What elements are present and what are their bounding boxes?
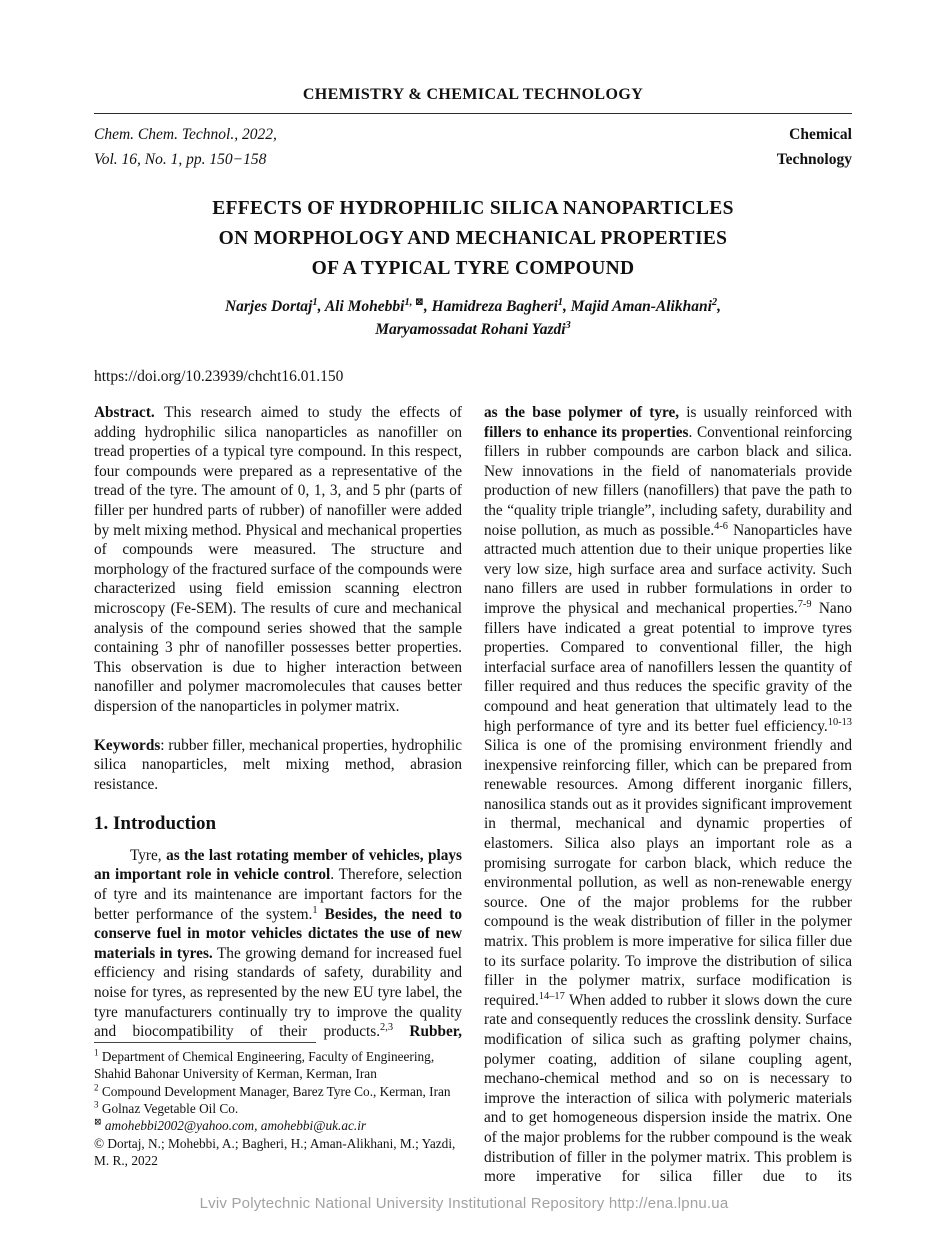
citation-row <box>94 122 852 172</box>
footnote-email[interactable]: ⊠ amohebbi2002@yahoo.com, amohebbi@uk.ac.ir <box>94 1117 367 1134</box>
footnote-affiliation-1: $^1$ Department of Chemical Engineering, Faculty of Engineering, Shahid Bahonar University of Kerman, Kerman, Iran <box>94 1047 435 1082</box>
authors-line-1: Narjes Dortaj$^1$, Ali Mohebbi$^{1, ⊠}$, Hamidreza Bagheri$^1$, Majid Aman-Alikhani$^2$, <box>224 296 722 315</box>
title-line-2: ON MORPHOLOGY AND MECHANICAL PROPERTIES <box>218 228 728 249</box>
section-heading-introduction: 1. Introduction <box>94 813 217 835</box>
title-line-1: EFFECTS OF HYDROPHILIC SILICA NANOPARTICLES <box>212 198 734 219</box>
repository-watermark: Lviv Polytechnic National University Institutional Repository http://ena.lpnu.ua <box>199 1195 729 1212</box>
keywords-paragraph: Keywords: rubber filler, mechanical properties, hydrophilic silica nanoparticles, melt mixing method, abrasion resistance. <box>94 736 462 793</box>
right-column-paragraph: as the base polymer of tyre, is usually reinforced with fillers to enhance its properties. Conventional reinforcing fillers in rubber compounds are carbon black and silica. New innovations in the field of nanomaterials provide production of new fillers (nanofillers) that pave the path to the “quality triple triangle”, including safety, durability and noise pollution, as much as possible.$^{4-6}$ Nanoparticles have attracted much attention due to their unique properties like very low size, high surface area and surface activity. Such nano fillers are used in rubber formulations in order to improve the physical and mechanical properties.$^{7-9}$ Nano fillers have indicated a great potential to improve tyres properties. Compared to conventional filler, the high interfacial surface area of nanofillers lessen the quantity of filler required and thus reduces the specific gravity of the compound and heat generation that ultimately lead to the high performance of tyre and its better fuel efficiency.$^{10-13}$ Silica is one of the promising environment friendly and inexpensive reinforcing filler, which can be prepared from renewable resources. Among different inorganic fillers, nanosilica stands out as it provides significant improvement in thermal, mechanical and dynamic properties of elastomers. Silica also plays an important role as a promising surrogate for carbon black, which reduce the environmental pollution, as well as non-renewable energy source. One of the major problems for the rubber compound is the weak distribution of filler in the polymer matrix. This problem is more imperative for silica filler due to its surface polarity. To improve the distribution of silica filler in the polymer matrix, surface modification is required.$^{14-17}$ When added to rubber it slows down the cure rate and consequently reduces the crosslink density. Surface modification of silica such as grafting polymer chains, polymer coating, addition of silane coupling agent, mechano-chemical method and so on is necessary to improve the interaction of silica with polymeric materials and to get homogeneous dispersion inside the matrix. One of the major problems for the rubber compound is the weak distribution of filler in the polymer matrix. This problem is more imperative for silica filler due to its <box>484 404 853 1186</box>
two-column-body <box>94 403 853 1186</box>
citation-line-2: Vol. 16, No. 1, pp. 150−158 <box>94 151 267 168</box>
footnotes <box>94 1042 462 1170</box>
header-rule <box>94 113 852 114</box>
journal-name: CHEMISTRY & CHEMICAL TECHNOLOGY <box>302 86 644 103</box>
footnote-rule <box>94 1042 316 1043</box>
article-title <box>94 194 852 284</box>
introduction-paragraph: Tyre, as the last rotating member of vehicles, plays an important role in vehicle control. Therefore, selection of tyre and its maintenance are important factors for the better performance of the system.$^1$ Besides, the need to conserve fuel in motor vehicles dictates the use of new materials in tyres. The growing demand for increased fuel efficiency and rising standards of safety, durability and noise for tyres, as represented by the new EU tyre label, the tyre manufacturers continually try to improve the quality and biocompatibility of their products.$^{2,3}$ Rubber, <box>94 846 462 1041</box>
abstract-paragraph: Abstract. This research aimed to study the effects of adding hydrophilic silica nanoparticles as nanofiller on tread properties of a typical tyre compound. In this respect, four compounds were prepared as a representative of the tread of the tyre. The amount of 0, 1, 3, and 5 phr (parts of filler per hundred parts of rubber) of nanofiller were added by melt mixing method. Physical and mechanical properties of compounds were measured. The structure and morphology of the fractured surface of the compounds were characterized using field emission scanning electron microscopy (Fe-SEM). The results of cure and mechanical analysis of the compound series showed that the sample containing 3 phr of nanofiller possesses better properties. This observation is due to higher interaction between nanofiller and polymer macromolecules that causes better dispersion of the nanoparticles in polymer matrix. <box>94 404 462 715</box>
authors <box>94 295 852 341</box>
journal-citation <box>94 122 277 172</box>
footnote-affiliation-3: $^3$ Golnaz Vegetable Oil Co. <box>94 1099 239 1117</box>
doi-link[interactable]: https://doi.org/10.23939/chcht16.01.150 <box>94 368 344 385</box>
page-content <box>94 86 853 1186</box>
footnote-affiliation-2: $^2$ Compound Development Manager, Barez Tyre Co., Kerman, Iran <box>94 1082 451 1099</box>
footnote-copyright: © Dortaj, N.; Mohebbi, A.; Bagheri, H.; Aman-Alikhani, M.; Yazdi, M. R., 2022 <box>94 1135 456 1169</box>
right-column <box>484 403 853 1186</box>
authors-line-2: Maryamossadat Rohani Yazdi$^3$ <box>375 319 571 338</box>
journal-short-line-2: Technology <box>776 151 852 168</box>
journal-short-name <box>777 122 852 172</box>
left-column <box>94 403 462 1169</box>
citation-line-1: Chem. Chem. Technol., 2022, <box>94 126 277 143</box>
journal-short-line-1: Chemical <box>789 126 852 143</box>
title-line-3: OF A TYPICAL TYRE COMPOUND <box>311 258 635 279</box>
